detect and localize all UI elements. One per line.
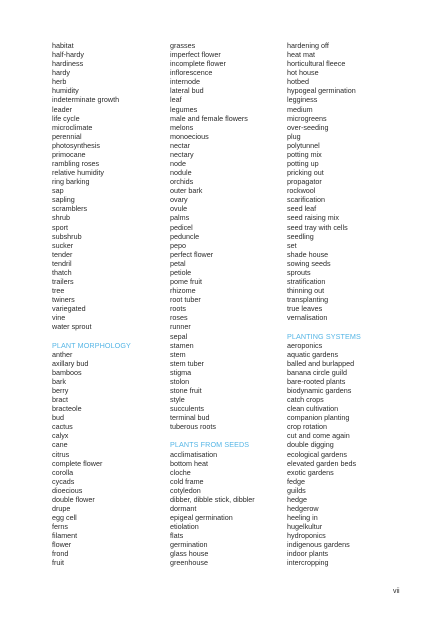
index-term: bract (52, 395, 68, 405)
index-term: aeroponics (287, 340, 323, 350)
index-term: roses (170, 313, 188, 323)
index-term: sepal (170, 331, 188, 341)
index-term: microgreens (287, 113, 327, 123)
index-term: stem (170, 349, 186, 359)
index-term: greenhouse (170, 558, 208, 568)
index-term: hydroponics (287, 531, 326, 541)
index-term: root tuber (170, 295, 201, 305)
index-term: clean cultivation (287, 404, 339, 414)
index-term: leaf (170, 95, 182, 105)
index-term: glass house (170, 549, 209, 559)
index-term: epigeal germination (170, 513, 233, 523)
index-term: stratification (287, 277, 326, 287)
index-term: monoecious (170, 131, 209, 141)
index-term: tender (52, 249, 73, 259)
index-term: stone fruit (170, 385, 202, 395)
index-term: fruit (52, 558, 64, 568)
index-term: rhizome (170, 286, 196, 296)
index-term: biodynamic gardens (287, 385, 352, 395)
index-term: bottom heat (170, 458, 208, 468)
index-term: trailers (52, 277, 74, 287)
index-term: bamboos (52, 367, 82, 377)
index-term: ring barking (52, 177, 90, 187)
index-term: propagator (287, 177, 322, 187)
index-term: grasses (170, 41, 196, 50)
index-term: cold frame (170, 476, 204, 486)
index-term: balled and burlapped (287, 358, 355, 368)
index-term: drupe (52, 503, 71, 513)
index-term: nectar (170, 140, 190, 150)
index-term: scramblers (52, 204, 88, 214)
index-term: thinning out (287, 286, 325, 296)
index-term: egg cell (52, 513, 77, 523)
index-term: pome fruit (170, 277, 202, 287)
index-term: pepo (170, 240, 186, 250)
index-term: dibber, dibble stick, dibbler (170, 494, 255, 504)
index-term: stigma (170, 367, 192, 377)
index-term: palms (170, 213, 190, 223)
index-term: catch crops (287, 395, 324, 405)
index-term: companion planting (287, 413, 350, 423)
index-term: sap (52, 186, 64, 196)
index-term: sapling (52, 195, 75, 205)
index-term: nodule (170, 168, 192, 178)
index-term: true leaves (287, 304, 323, 314)
section-heading: PLANT MORPHOLOGY (52, 340, 131, 350)
index-term: legumes (170, 104, 198, 114)
index-term: stem tuber (170, 358, 204, 368)
page-number: vii (393, 588, 400, 595)
index-term: lateral bud (170, 86, 204, 96)
index-term: exotic gardens (287, 467, 334, 477)
index-term: terminal bud (170, 413, 210, 423)
index-term: ovary (170, 195, 188, 205)
index-term: runner (170, 322, 191, 332)
index-column-2 (170, 41, 255, 568)
index-term: petiole (170, 267, 192, 277)
section-spacer (287, 322, 361, 331)
index-term: sprouts (287, 267, 311, 277)
index-term: horticultural fleece (287, 59, 346, 69)
index-term: outer bark (170, 186, 203, 196)
index-term: variegated (52, 304, 86, 314)
index-term: aquatic gardens (287, 349, 339, 359)
index-term: set (287, 240, 297, 250)
index-term: roots (170, 304, 186, 314)
index-term: cloche (170, 467, 191, 477)
index-term: shrub (52, 213, 70, 223)
index-term: rambling roses (52, 159, 100, 169)
index-term: half-hardy (52, 50, 84, 60)
index-term: leader (52, 104, 72, 114)
index-term: relative humidity (52, 168, 104, 178)
index-column-3 (287, 41, 361, 568)
index-term: herb (52, 77, 67, 87)
index-term: sport (52, 222, 68, 232)
index-term: hot house (287, 68, 319, 78)
section-spacer (52, 332, 131, 341)
index-term: banana circle guild (287, 367, 347, 377)
index-term: scarification (287, 195, 325, 205)
index-term: anther (52, 349, 73, 359)
index-term: hardiness (52, 59, 84, 69)
index-term: germination (170, 540, 208, 550)
index-term: potting up (287, 159, 319, 169)
index-term: microclimate (52, 122, 93, 132)
index-term: flats (170, 531, 184, 541)
index-term: elevated garden beds (287, 458, 357, 468)
index-term: polytunnel (287, 140, 320, 150)
index-term: thatch (52, 267, 72, 277)
index-term: transplanting (287, 295, 329, 305)
index-term: frond (52, 549, 69, 559)
index-term: bud (52, 413, 64, 423)
index-term: tree (52, 286, 65, 296)
index-term: citrus (52, 449, 70, 459)
index-term: vernalisation (287, 313, 328, 323)
index-term: potting mix (287, 149, 322, 159)
index-term: over-seeding (287, 122, 329, 132)
section-spacer (170, 431, 255, 440)
index-term: cane (52, 440, 68, 450)
index-term: perennial (52, 131, 82, 141)
index-term: stolon (170, 376, 190, 386)
index-term: perfect flower (170, 249, 214, 259)
index-term: medium (287, 104, 313, 114)
index-term: ferns (52, 522, 68, 532)
index-term: seed raising mix (287, 213, 339, 223)
index-term: hedge (287, 494, 307, 504)
index-term: heat mat (287, 50, 315, 60)
index-term: hypogeal germination (287, 86, 356, 96)
index-term: photosynthesis (52, 140, 100, 150)
index-term: cactus (52, 422, 73, 432)
index-term: hotbed (287, 77, 309, 87)
index-term: primocane (52, 149, 86, 159)
index-term: inflorescence (170, 68, 213, 78)
index-term: vine (52, 313, 66, 323)
index-term: calyx (52, 431, 69, 441)
index-term: cotyledon (170, 485, 201, 495)
index-term: water sprout (52, 322, 92, 332)
index-term: imperfect flower (170, 50, 221, 60)
index-term: axillary bud (52, 358, 89, 368)
index-term: fedge (287, 476, 305, 486)
index-term: orchids (170, 177, 194, 187)
index-term: filament (52, 531, 78, 541)
index-term: crop rotation (287, 422, 327, 432)
index-term: guilds (287, 485, 306, 495)
index-term: succulents (170, 404, 204, 414)
index-term: humidity (52, 86, 79, 96)
index-term: double flower (52, 494, 95, 504)
index-term: indigenous gardens (287, 540, 350, 550)
index-term: bark (52, 376, 66, 386)
index-term: acclimatisation (170, 449, 218, 459)
index-term: berry (52, 385, 69, 395)
index-term: indoor plants (287, 549, 329, 559)
section-heading: PLANTING SYSTEMS (287, 331, 361, 341)
index-term: male and female flowers (170, 113, 248, 123)
section-heading: PLANTS FROM SEEDS (170, 440, 250, 450)
index-term: seed leaf (287, 204, 317, 214)
index-term: tendril (52, 258, 72, 268)
index-term: flower (52, 540, 72, 550)
index-term: dioecious (52, 485, 83, 495)
index-term: cycads (52, 476, 75, 486)
index-term: shade house (287, 249, 329, 259)
index-term: corolla (52, 467, 74, 477)
index-term: style (170, 395, 185, 405)
index-term: melons (170, 122, 194, 132)
index-term: complete flower (52, 458, 103, 468)
index-term: pricking out (287, 168, 324, 178)
index-term: life cycle (52, 113, 80, 123)
index-term: indeterminate growth (52, 95, 120, 105)
index-term: heeling in (287, 513, 318, 523)
index-term: nectary (170, 149, 194, 159)
index-term: bare-rooted plants (287, 376, 346, 386)
index-term: habitat (52, 41, 74, 50)
index-term: node (170, 159, 186, 169)
index-term: petal (170, 258, 186, 268)
index-term: peduncle (170, 231, 200, 241)
index-term: dormant (170, 503, 197, 513)
index-term: twiners (52, 295, 75, 305)
index-term: ovule (170, 204, 188, 214)
index-term: incomplete flower (170, 59, 226, 69)
index-term: internode (170, 77, 200, 87)
index-term: sowing seeds (287, 258, 331, 268)
index-term: hedgerow (287, 503, 319, 513)
index-term: intercropping (287, 558, 329, 568)
index-term: hugelkultur (287, 522, 323, 532)
index-term: stamen (170, 340, 194, 350)
index-term: tuberous roots (170, 422, 216, 432)
index-term: pedicel (170, 222, 193, 232)
index-term: rockwool (287, 186, 316, 196)
index-column-1 (52, 41, 131, 568)
index-term: double digging (287, 440, 334, 450)
index-term: subshrub (52, 231, 82, 241)
index-term: cut and come again (287, 431, 350, 441)
index-term: seedling (287, 231, 314, 241)
index-term: plug (287, 131, 301, 141)
index-term: legginess (287, 95, 318, 105)
index-term: bracteole (52, 404, 82, 414)
index-term: hardy (52, 68, 70, 78)
index-term: seed tray with cells (287, 222, 348, 232)
index-term: etiolation (170, 522, 199, 532)
index-term: ecological gardens (287, 449, 347, 459)
index-term: hardening off (287, 41, 329, 50)
index-term: sucker (52, 240, 74, 250)
